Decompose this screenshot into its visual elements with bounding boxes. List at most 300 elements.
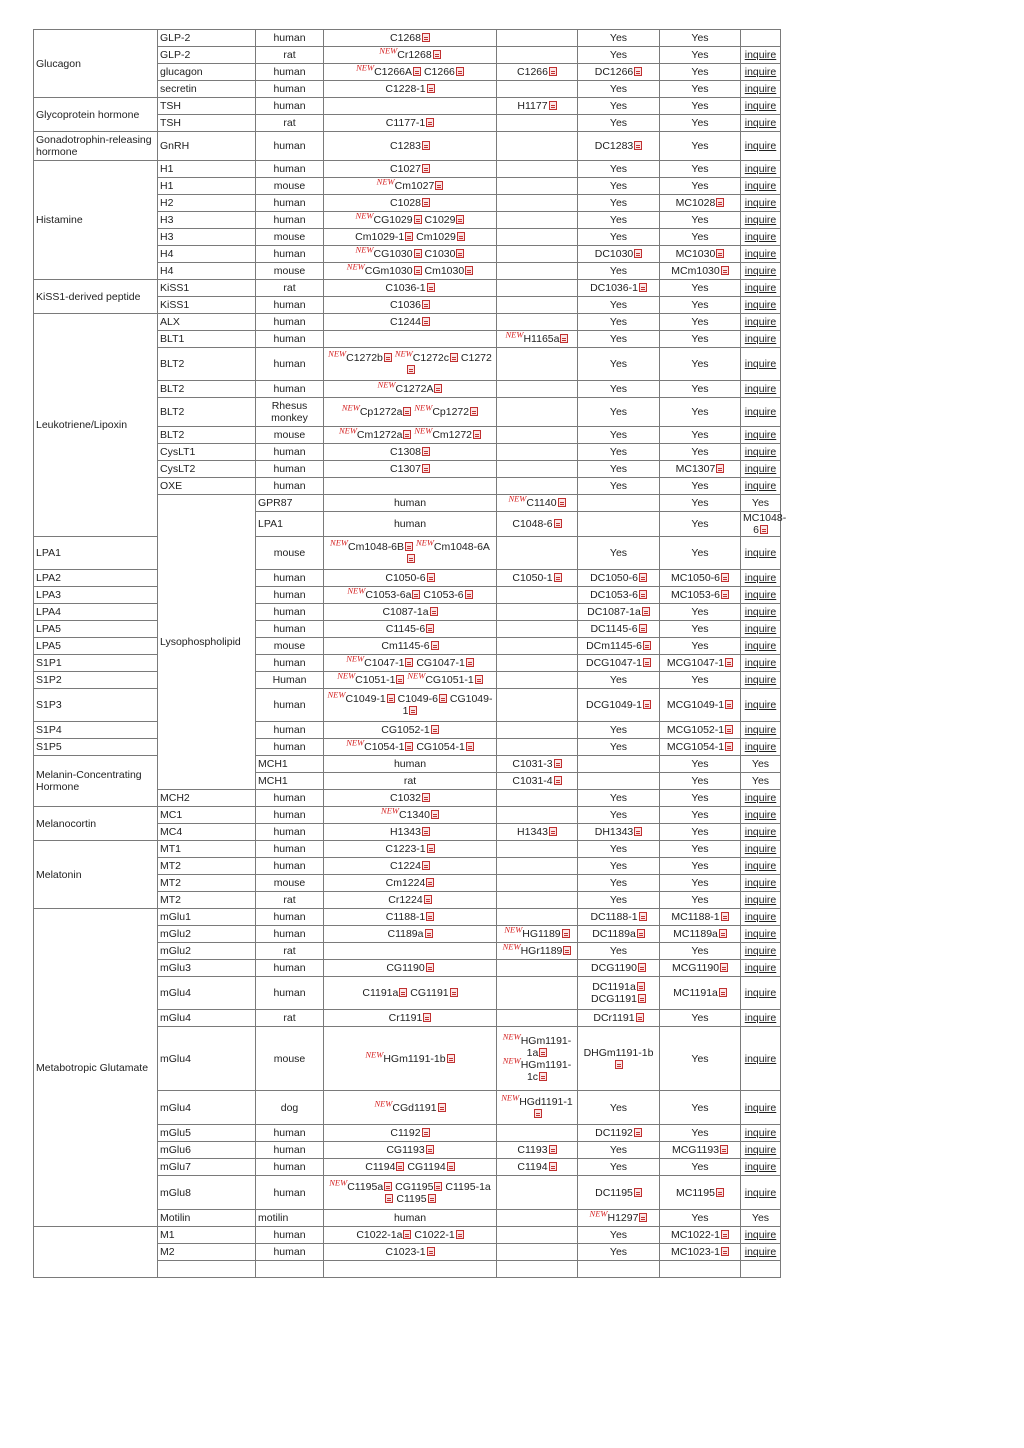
pdf-icon[interactable] [639, 590, 647, 599]
pdf-icon[interactable] [384, 353, 392, 362]
product-code-text[interactable]: C1031-3 [512, 758, 553, 770]
product-code[interactable] [337, 670, 404, 686]
pdf-icon[interactable] [634, 67, 642, 76]
product-code[interactable] [379, 45, 440, 61]
pdf-icon[interactable] [431, 725, 439, 734]
product-code[interactable] [356, 1229, 411, 1241]
product-code-text[interactable]: C1051-1 [355, 674, 396, 686]
pdf-icon[interactable] [405, 232, 413, 241]
pdf-icon[interactable] [643, 700, 651, 709]
product-code-text[interactable]: C1340 [399, 809, 430, 821]
pdf-icon[interactable] [549, 1162, 557, 1171]
product-code-text[interactable]: C1272b [346, 352, 383, 364]
inquire-link[interactable]: inquire [744, 640, 777, 652]
product-code-text[interactable]: H1343 [517, 826, 548, 838]
product-code[interactable] [386, 623, 435, 635]
pdf-icon[interactable] [539, 1048, 547, 1057]
pdf-icon[interactable] [636, 1013, 644, 1022]
pdf-icon[interactable] [615, 1060, 623, 1069]
inquire-link[interactable]: inquire [744, 333, 777, 345]
inquire-link[interactable]: inquire [744, 180, 777, 192]
product-code[interactable] [390, 163, 430, 175]
product-code-text[interactable]: C1266A [374, 66, 413, 78]
product-code-text[interactable]: CG1049-1 [402, 693, 493, 717]
product-code[interactable] [365, 1049, 454, 1065]
product-code-text[interactable]: CG1052-1 [381, 724, 430, 736]
pdf-icon[interactable] [434, 384, 442, 393]
product-code-text[interactable]: CG1190 [386, 962, 425, 974]
pdf-icon[interactable] [425, 929, 433, 938]
product-code[interactable] [355, 244, 422, 260]
pdf-icon[interactable] [725, 742, 733, 751]
pdf-icon[interactable] [721, 590, 729, 599]
pdf-icon[interactable] [403, 407, 411, 416]
inquire-link[interactable]: inquire [744, 674, 777, 686]
product-code-text[interactable]: C1266 [423, 66, 455, 78]
inquire-link[interactable]: inquire [744, 1144, 777, 1156]
inquire-link[interactable]: inquire [744, 406, 777, 418]
product-code[interactable] [362, 987, 407, 999]
pdf-icon[interactable] [539, 1072, 547, 1081]
product-code[interactable] [382, 606, 437, 618]
pdf-icon[interactable] [634, 1128, 642, 1137]
inquire-link[interactable]: inquire [744, 299, 777, 311]
pdf-icon[interactable] [447, 1162, 455, 1171]
pdf-icon[interactable] [430, 607, 438, 616]
product-code[interactable] [501, 1092, 573, 1120]
pdf-icon[interactable] [466, 742, 474, 751]
pdf-icon[interactable] [639, 624, 647, 633]
product-code[interactable] [390, 1127, 429, 1139]
pdf-icon[interactable] [643, 641, 651, 650]
pdf-icon[interactable] [639, 1213, 647, 1222]
pdf-icon[interactable] [409, 706, 417, 715]
pdf-icon[interactable] [426, 624, 434, 633]
pdf-icon[interactable] [562, 929, 570, 938]
product-code-text[interactable]: C1050-6 [385, 572, 426, 584]
product-code-text[interactable]: CG1195 [395, 1180, 434, 1193]
inquire-link[interactable]: inquire [744, 945, 777, 957]
product-code-text[interactable]: HGd1191-1 [519, 1095, 573, 1108]
product-code[interactable] [416, 657, 473, 669]
pdf-icon[interactable] [422, 861, 430, 870]
inquire-link[interactable]: inquire [744, 911, 777, 923]
product-code[interactable] [517, 1161, 556, 1173]
inquire-link[interactable]: inquire [744, 446, 777, 458]
pdf-icon[interactable] [414, 215, 422, 224]
pdf-icon[interactable] [431, 641, 439, 650]
product-code[interactable] [390, 446, 430, 458]
inquire-link[interactable]: inquire [744, 197, 777, 209]
pdf-icon[interactable] [414, 266, 422, 275]
product-code-text[interactable]: C1272 [460, 352, 492, 364]
pdf-icon[interactable] [426, 912, 434, 921]
inquire-link[interactable]: inquire [744, 214, 777, 226]
product-code-text[interactable]: Cm1224 [385, 877, 426, 889]
product-code[interactable] [381, 805, 439, 821]
product-code-text[interactable]: CG1047-1 [416, 657, 465, 669]
pdf-icon[interactable] [424, 895, 432, 904]
pdf-icon[interactable] [457, 232, 465, 241]
pdf-icon[interactable] [634, 249, 642, 258]
pdf-icon[interactable] [412, 590, 420, 599]
product-code[interactable] [395, 1181, 442, 1193]
product-code-text[interactable]: C1029 [424, 214, 456, 226]
pdf-icon[interactable] [716, 464, 724, 473]
product-code[interactable] [386, 962, 433, 974]
product-code[interactable] [414, 402, 478, 418]
pdf-icon[interactable] [637, 982, 645, 991]
product-code[interactable] [414, 1229, 463, 1241]
product-code-text[interactable]: C1307 [390, 463, 421, 475]
pdf-icon[interactable] [387, 694, 395, 703]
pdf-icon[interactable] [427, 844, 435, 853]
pdf-icon[interactable] [638, 963, 646, 972]
product-code-text[interactable]: C1053-6a [365, 589, 412, 601]
product-code-text[interactable]: C1050-1 [512, 572, 553, 584]
product-code[interactable] [390, 792, 430, 804]
product-code-text[interactable]: CG1054-1 [416, 741, 465, 753]
pdf-icon[interactable] [456, 67, 464, 76]
product-code-text[interactable]: C1194 [517, 1161, 548, 1173]
inquire-link[interactable]: inquire [744, 1161, 777, 1173]
product-code[interactable] [365, 1161, 404, 1173]
product-code[interactable] [424, 66, 464, 78]
product-code[interactable] [505, 329, 569, 345]
pdf-icon[interactable] [426, 118, 434, 127]
product-code-text[interactable]: Cm1027 [394, 180, 435, 192]
pdf-icon[interactable] [554, 519, 562, 528]
product-code[interactable] [389, 1012, 432, 1024]
inquire-link[interactable]: inquire [744, 1229, 777, 1241]
product-code[interactable] [330, 537, 413, 553]
product-code[interactable] [385, 572, 434, 584]
product-code-text[interactable]: H1297 [607, 1212, 639, 1224]
product-code-text[interactable]: C1022-1a [356, 1229, 403, 1241]
product-code-text[interactable]: C1030 [424, 248, 456, 260]
product-code-text[interactable]: C1272c [412, 352, 449, 364]
inquire-link[interactable]: inquire [744, 962, 777, 974]
pdf-icon[interactable] [399, 988, 407, 997]
product-code-text[interactable]: CG1029 [373, 214, 413, 226]
pdf-icon[interactable] [549, 101, 557, 110]
pdf-icon[interactable] [413, 67, 421, 76]
product-code[interactable] [346, 261, 422, 277]
pdf-icon[interactable] [427, 283, 435, 292]
product-code[interactable] [376, 176, 444, 192]
product-code-text[interactable]: C1308 [390, 446, 421, 458]
product-code[interactable] [328, 348, 392, 364]
product-code-text[interactable]: H1343 [390, 826, 421, 838]
pdf-icon[interactable] [405, 658, 413, 667]
inquire-link[interactable]: inquire [744, 928, 777, 940]
product-code-text[interactable]: C1022-1 [414, 1229, 455, 1241]
pdf-icon[interactable] [470, 407, 478, 416]
product-code[interactable] [406, 537, 490, 565]
pdf-icon[interactable] [422, 827, 430, 836]
inquire-link[interactable]: inquire [744, 724, 777, 736]
pdf-icon[interactable] [428, 1194, 436, 1203]
pdf-icon[interactable] [643, 658, 651, 667]
product-code-text[interactable]: Cm1048-6B [348, 541, 405, 553]
product-code-text[interactable]: CG1030 [373, 248, 413, 260]
inquire-link[interactable]: inquire [744, 248, 777, 260]
product-code-text[interactable]: C1177-1 [385, 117, 426, 129]
product-code-text[interactable]: Cm1272a [356, 429, 403, 441]
pdf-icon[interactable] [407, 365, 415, 374]
product-code-text[interactable]: C1193 [517, 1144, 548, 1156]
product-code-text[interactable]: C1224 [390, 860, 421, 872]
product-code-text[interactable]: C1054-1 [364, 741, 405, 753]
pdf-icon[interactable] [721, 1230, 729, 1239]
pdf-icon[interactable] [405, 542, 413, 551]
product-code[interactable] [517, 826, 557, 838]
product-code[interactable] [512, 518, 561, 530]
inquire-link[interactable]: inquire [744, 49, 777, 61]
inquire-link[interactable]: inquire [744, 265, 777, 277]
product-code-text[interactable]: C1023-1 [385, 1246, 426, 1258]
product-code[interactable] [502, 1055, 572, 1083]
inquire-link[interactable]: inquire [744, 316, 777, 328]
product-code[interactable] [407, 1161, 454, 1173]
pdf-icon[interactable] [465, 590, 473, 599]
product-code-text[interactable]: HG1189 [522, 928, 561, 940]
pdf-icon[interactable] [426, 1145, 434, 1154]
product-code-text[interactable]: Cm1029-1 [355, 231, 405, 243]
product-code-text[interactable]: C1036 [390, 299, 421, 311]
product-code-text[interactable]: C1145-6 [385, 623, 426, 635]
pdf-icon[interactable] [427, 1247, 435, 1256]
pdf-icon[interactable] [725, 700, 733, 709]
pdf-icon[interactable] [721, 912, 729, 921]
inquire-link[interactable]: inquire [744, 1101, 777, 1114]
product-code[interactable] [517, 100, 556, 112]
product-code-text[interactable]: C1188-1 [385, 911, 426, 923]
pdf-icon[interactable] [554, 573, 562, 582]
pdf-icon[interactable] [719, 929, 727, 938]
pdf-icon[interactable] [721, 266, 729, 275]
product-code[interactable] [374, 1098, 445, 1114]
inquire-link[interactable]: inquire [744, 1246, 777, 1258]
product-code-text[interactable]: C1272A [395, 383, 434, 395]
product-code-text[interactable]: C1228-1 [385, 83, 426, 95]
pdf-icon[interactable] [384, 1182, 392, 1191]
product-code-text[interactable]: Cm1048-6A [433, 541, 490, 553]
product-code-text[interactable]: Cm1272 [432, 429, 473, 441]
inquire-link[interactable]: inquire [744, 429, 777, 441]
product-code-text[interactable]: Cp1272 [432, 406, 470, 418]
pdf-icon[interactable] [721, 573, 729, 582]
product-code[interactable] [512, 758, 561, 770]
pdf-icon[interactable] [719, 988, 727, 997]
product-code[interactable] [394, 348, 458, 364]
product-code-text[interactable]: HGm1191-1c [520, 1058, 572, 1083]
product-code-text[interactable]: C1047-1 [364, 657, 405, 669]
pdf-icon[interactable] [450, 353, 458, 362]
product-code[interactable] [387, 928, 432, 940]
pdf-icon[interactable] [426, 963, 434, 972]
pdf-icon[interactable] [396, 675, 404, 684]
pdf-icon[interactable] [396, 1162, 404, 1171]
pdf-icon[interactable] [403, 430, 411, 439]
pdf-icon[interactable] [639, 912, 647, 921]
pdf-icon[interactable] [435, 181, 443, 190]
product-code-text[interactable]: Cm1145-6 [381, 640, 430, 652]
pdf-icon[interactable] [422, 33, 430, 42]
product-code[interactable] [407, 670, 482, 686]
product-code[interactable] [416, 231, 465, 243]
product-code[interactable] [385, 282, 434, 294]
product-code[interactable] [517, 1144, 556, 1156]
pdf-icon[interactable] [637, 929, 645, 938]
inquire-link[interactable]: inquire [744, 383, 777, 395]
product-code[interactable] [381, 724, 438, 736]
product-code[interactable] [390, 463, 430, 475]
pdf-icon[interactable] [403, 1230, 411, 1239]
inquire-link[interactable]: inquire [744, 547, 777, 559]
product-code[interactable] [356, 62, 421, 78]
pdf-icon[interactable] [422, 464, 430, 473]
inquire-link[interactable]: inquire [744, 282, 777, 294]
inquire-link[interactable]: inquire [744, 606, 777, 618]
pdf-icon[interactable] [720, 963, 728, 972]
inquire-link[interactable]: inquire [744, 463, 777, 475]
product-code[interactable] [425, 214, 465, 226]
pdf-icon[interactable] [422, 793, 430, 802]
product-code-text[interactable]: C1032 [390, 792, 421, 804]
inquire-link[interactable]: inquire [744, 589, 777, 601]
product-code[interactable] [386, 911, 435, 923]
product-code[interactable] [390, 299, 430, 311]
product-code-text[interactable]: C1053-6 [423, 589, 464, 601]
product-code-text[interactable]: HGm1191-1b [383, 1052, 446, 1065]
pdf-icon[interactable] [639, 573, 647, 582]
product-code-text[interactable]: C1087-1a [382, 606, 429, 618]
pdf-icon[interactable] [427, 84, 435, 93]
pdf-icon[interactable] [450, 988, 458, 997]
pdf-icon[interactable] [422, 198, 430, 207]
inquire-link[interactable]: inquire [744, 1186, 777, 1199]
inquire-link[interactable]: inquire [744, 877, 777, 889]
inquire-link[interactable]: inquire [744, 699, 777, 711]
inquire-link[interactable]: inquire [744, 117, 777, 129]
product-code[interactable] [398, 693, 447, 705]
pdf-icon[interactable] [422, 1128, 430, 1137]
pdf-icon[interactable] [431, 810, 439, 819]
pdf-icon[interactable] [720, 1145, 728, 1154]
pdf-icon[interactable] [760, 525, 768, 534]
product-code[interactable] [414, 425, 481, 441]
product-code-text[interactable]: C1266 [517, 66, 548, 78]
pdf-icon[interactable] [534, 1109, 542, 1118]
product-code[interactable] [390, 32, 430, 44]
product-code-text[interactable]: C1195a [347, 1180, 384, 1193]
product-code[interactable] [347, 585, 420, 601]
product-code-text[interactable]: Cr1224 [388, 894, 423, 906]
pdf-icon[interactable] [465, 266, 473, 275]
inquire-link[interactable]: inquire [744, 809, 777, 821]
product-code[interactable] [327, 689, 395, 705]
product-code[interactable] [396, 1193, 435, 1205]
pdf-icon[interactable] [549, 67, 557, 76]
product-code-text[interactable]: HGm1191-1a [520, 1034, 572, 1059]
product-code-text[interactable]: C1027 [390, 163, 421, 175]
product-code[interactable] [386, 1144, 433, 1156]
pdf-icon[interactable] [560, 334, 568, 343]
product-code-text[interactable]: H1177 [517, 100, 548, 112]
product-code[interactable] [346, 737, 413, 753]
product-code-text[interactable]: Cm1030 [424, 265, 465, 277]
product-code[interactable] [386, 877, 435, 889]
product-code-text[interactable]: C1049-1 [345, 693, 386, 705]
inquire-link[interactable]: inquire [744, 860, 777, 872]
product-code-text[interactable]: C1195 [396, 1192, 427, 1205]
inquire-link[interactable]: inquire [744, 1052, 777, 1065]
inquire-link[interactable]: inquire [744, 231, 777, 243]
product-code-text[interactable]: CG1051-1 [425, 674, 474, 686]
pdf-icon[interactable] [725, 725, 733, 734]
product-code[interactable] [512, 572, 561, 584]
product-code[interactable] [377, 379, 443, 395]
product-code[interactable] [388, 894, 431, 906]
product-code-text[interactable]: C1192 [390, 1127, 421, 1139]
product-code-text[interactable]: C1194 [365, 1161, 396, 1173]
inquire-link[interactable]: inquire [744, 826, 777, 838]
product-code[interactable] [425, 248, 465, 260]
pdf-icon[interactable] [422, 141, 430, 150]
product-code[interactable] [385, 1246, 434, 1258]
product-code-text[interactable]: CGd1191 [392, 1101, 437, 1114]
pdf-icon[interactable] [634, 141, 642, 150]
pdf-icon[interactable] [438, 1103, 446, 1112]
pdf-icon[interactable] [427, 573, 435, 582]
product-code[interactable] [517, 66, 557, 78]
pdf-icon[interactable] [422, 300, 430, 309]
product-code[interactable] [381, 640, 438, 652]
product-code-text[interactable]: C1031-4 [512, 775, 553, 787]
pdf-icon[interactable] [716, 1188, 724, 1197]
product-code-text[interactable]: C1036-1 [385, 282, 426, 294]
product-code[interactable] [502, 941, 572, 957]
product-code-text[interactable]: C1191a [362, 987, 399, 999]
inquire-link[interactable]: inquire [744, 1127, 777, 1139]
inquire-link[interactable]: inquire [744, 83, 777, 95]
pdf-icon[interactable] [549, 1145, 557, 1154]
product-code[interactable] [410, 987, 457, 999]
pdf-icon[interactable] [405, 742, 413, 751]
pdf-icon[interactable] [634, 827, 642, 836]
product-code-text[interactable]: C1283 [390, 140, 421, 152]
pdf-icon[interactable] [716, 198, 724, 207]
product-code-text[interactable]: Cp1272a [359, 406, 403, 418]
product-code[interactable] [390, 316, 430, 328]
product-code[interactable] [390, 197, 430, 209]
pdf-icon[interactable] [638, 994, 646, 1003]
product-code[interactable] [386, 117, 435, 129]
inquire-link[interactable]: inquire [744, 894, 777, 906]
pdf-icon[interactable] [426, 878, 434, 887]
product-code-text[interactable]: CGm1030 [364, 265, 413, 277]
product-code[interactable] [329, 1177, 392, 1193]
product-code-text[interactable]: Cr1191 [388, 1012, 423, 1024]
product-code[interactable] [355, 231, 413, 243]
inquire-link[interactable]: inquire [744, 140, 777, 152]
product-code-text[interactable]: Cm1029 [416, 231, 456, 243]
inquire-link[interactable]: inquire [744, 163, 777, 175]
pdf-icon[interactable] [433, 50, 441, 59]
product-code[interactable] [385, 83, 434, 95]
inquire-link[interactable]: inquire [744, 792, 777, 804]
